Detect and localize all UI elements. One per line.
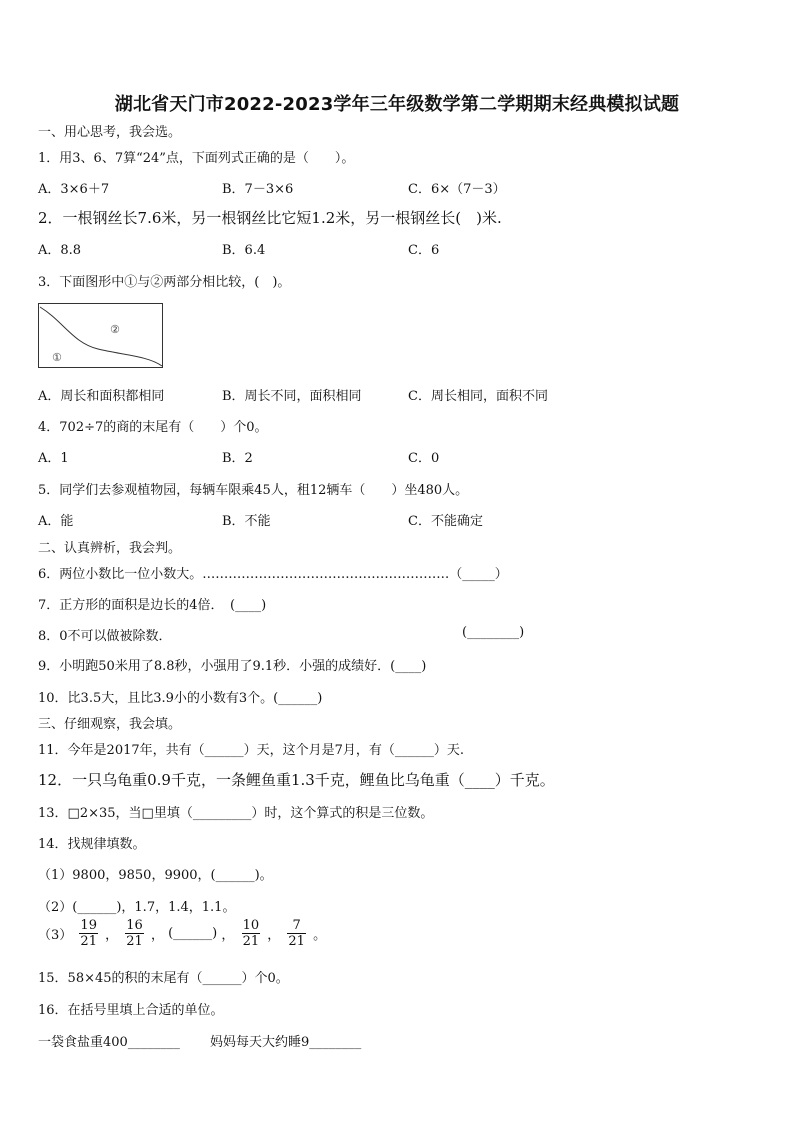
q16-item-b: 妈妈每天大约睡9________	[210, 1035, 362, 1050]
fraction-numerator: 19	[80, 918, 97, 933]
question-2: 2．一根钢丝长7.6米，另一根钢丝比它短1.2米，另一根钢丝长( )米.	[38, 209, 502, 227]
q5-option-a[interactable]: A．能	[38, 514, 74, 529]
fraction-denominator: 21	[242, 934, 260, 949]
q3-figure	[38, 303, 163, 368]
question-5: 5．同学们去参观植物园，每辆车限乘45人，租12辆车（ ）坐480人。	[38, 483, 469, 498]
q4-option-b[interactable]: B．2	[222, 451, 253, 466]
q5-option-c[interactable]: C．不能确定	[408, 514, 483, 529]
q5-option-b[interactable]: B．不能	[222, 514, 271, 529]
q3-option-b[interactable]: B．周长不同，面积相同	[222, 389, 362, 404]
q4-option-c[interactable]: C．0	[408, 451, 440, 466]
fraction-10-21	[242, 918, 261, 949]
fraction-denominator: 21	[126, 934, 143, 949]
q2-option-b[interactable]: B．6.4	[222, 243, 266, 258]
question-11: 11．今年是2017年，共有（______）天，这个月是7月，有（______）天.	[38, 743, 465, 758]
q2-option-a[interactable]: A．8.8	[38, 243, 82, 258]
q14-p3-blank[interactable]: (______)	[168, 926, 218, 941]
q3-region-1-label: ①	[52, 351, 62, 364]
q2-option-c[interactable]: C．6	[408, 243, 440, 258]
question-16: 16．在括号里填上合适的单位。	[38, 1003, 224, 1018]
separator: ，	[221, 928, 235, 943]
question-14: 14．找规律填数。	[38, 837, 146, 852]
question-4: 4．702÷7的商的末尾有（ ）个0。	[38, 420, 268, 435]
question-6: 6．两位小数比一位小数大。…………………………………………………（_____）	[38, 567, 508, 582]
question-7: 7．正方形的面积是边长的4倍． (____)	[38, 598, 267, 613]
q14-p3-label: （3）	[38, 928, 73, 943]
q8-answer-blank[interactable]: (________)	[462, 625, 525, 640]
end-mark: 。	[313, 928, 327, 943]
separator: ，	[150, 928, 164, 943]
section-1-heading: 一、用心思考，我会选。	[38, 125, 182, 140]
q16-item-a: 一袋食盐重400________	[38, 1035, 180, 1050]
fraction-16-21	[125, 918, 144, 949]
fraction-numerator: 16	[126, 918, 143, 933]
question-15: 15．58×45的积的末尾有（______）个0。	[38, 971, 289, 986]
question-9: 9．小明跑50米用了8.8秒，小强用了9.1秒．小强的成绩好．(____)	[38, 659, 427, 674]
separator: ，	[267, 928, 281, 943]
fraction-denominator: 21	[80, 934, 97, 949]
question-8: 8．0不可以做被除数．	[38, 629, 172, 644]
question-14-part-1: （1）9800，9850，9900，(______)。	[38, 868, 273, 883]
fraction-19-21	[79, 918, 98, 949]
question-14-part-2: （2）(______)，1.7，1.4，1.1。	[38, 900, 236, 915]
q1-option-a[interactable]: A．3×6＋7	[38, 182, 110, 197]
q3-option-a[interactable]: A．周长和面积都相同	[38, 389, 165, 404]
fraction-numerator: 7	[287, 918, 306, 934]
q1-option-b[interactable]: B．7－3×6	[222, 182, 294, 197]
section-3-heading: 三、仔细观察，我会填。	[38, 717, 182, 732]
fraction-denominator: 21	[288, 934, 305, 949]
q3-region-2-label: ②	[110, 323, 120, 336]
page-title: 湖北省天门市2022-2023学年三年级数学第二学期期末经典模拟试题	[114, 94, 680, 115]
fraction-7-21	[287, 918, 306, 949]
question-10: 10．比3.5大，且比3.9小的小数有3个。(______)	[38, 691, 323, 706]
question-1: 1．用3、6、7算“24”点，下面列式正确的是（ ）。	[38, 151, 355, 166]
q1-option-c[interactable]: C．6×（7－3）	[408, 182, 506, 197]
q3-option-c[interactable]: C．周长相同，面积不同	[408, 389, 548, 404]
question-13: 13．□2×35，当□里填（_________）时，这个算式的积是三位数。	[38, 806, 434, 821]
question-12: 12．一只乌龟重0.9千克，一条鲤鱼重1.3千克，鲤鱼比乌龟重（____）千克。	[38, 771, 555, 789]
fraction-numerator: 10	[242, 918, 260, 933]
question-3: 3．下面图形中①与②两部分相比较，( )。	[38, 275, 291, 290]
separator: ，	[105, 928, 119, 943]
q4-option-a[interactable]: A．1	[38, 451, 69, 466]
section-2-heading: 二、认真辨析，我会判。	[38, 541, 182, 556]
question-14-part-3	[38, 918, 326, 949]
